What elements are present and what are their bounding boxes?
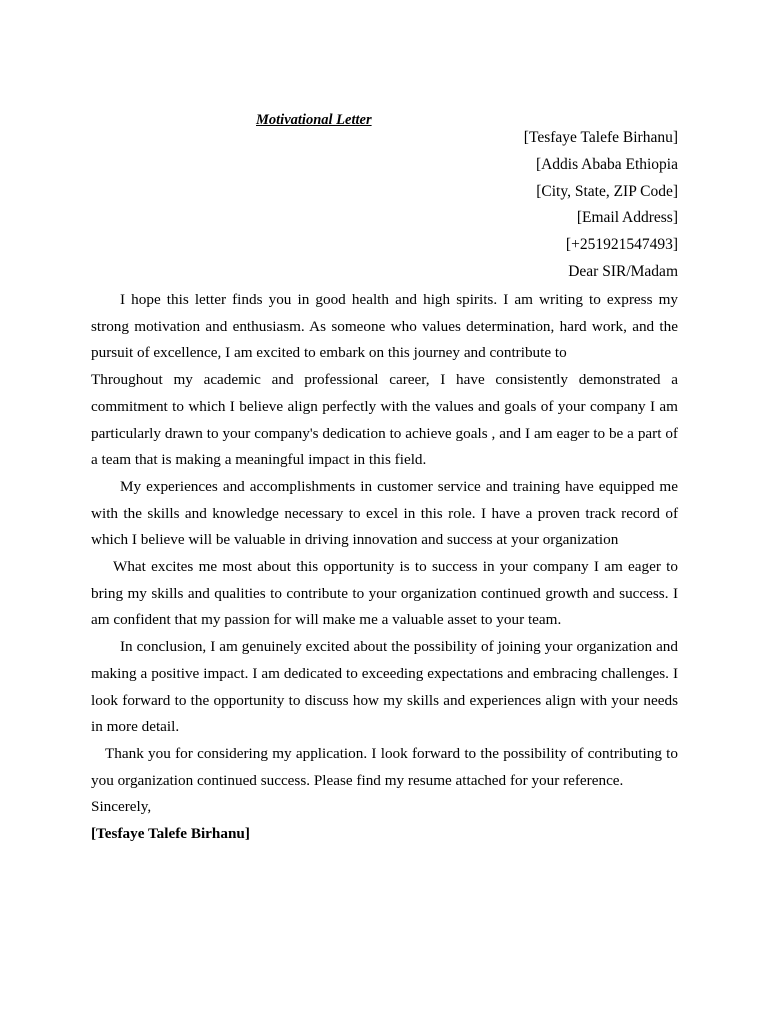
paragraph-experience: My experiences and accomplishments in customer service and training have equipped me with the skills and knowledge necessary to excel in this role. I have a proven track record of which I believe will be valuable in driving innovation and success at your organization xyxy=(91,477,678,549)
sender-city-state-zip: [City, State, ZIP Code] xyxy=(536,182,678,200)
sender-phone: [+251921547493] xyxy=(565,236,678,254)
paragraph-career: Throughout my academic and professional career, I have consistently demonstrated a commitment to which I believe align perfectly with the values and goals of your company I am particularly drawn to your company's dedication to achieve goals , and I am eager to be a part of a team that is making a meaningful impact in this field. xyxy=(91,371,678,469)
signature: [Tesfaye Talefe Birhanu] xyxy=(91,825,250,843)
paragraph-intro: I hope this letter finds you in good health and high spirits. I am writing to express my strong motivation and enthusiasm. As someone who values determination, hard work, and the pursuit of excellence, I am excited to embark on this journey and contribute to xyxy=(91,291,678,362)
paragraph-thanks: Thank you for considering my application. I look forward to the possibility of contributing to you organization continued success. Please find my resume attached for your reference. xyxy=(91,744,678,789)
salutation: Dear SIR/Madam xyxy=(568,262,678,280)
letter-title: Motivational Letter xyxy=(256,112,372,128)
paragraph-conclusion: In conclusion, I am genuinely excited about the possibility of joining your organization and making a positive impact. I am dedicated to exceeding expectations and embracing challenges. I look forward to the opportunity to discuss how my skills and experiences align with your needs in more detail. xyxy=(91,638,678,736)
paragraph-opportunity: What excites me most about this opportunity is to success in your company I am eager to bring my skills and qualities to contribute to your organization continued growth and success. I am confident that my passion for will make me a valuable asset to your team. xyxy=(91,558,678,629)
closing: Sincerely, xyxy=(91,798,152,816)
sender-city-country: [Addis Ababa Ethiopia xyxy=(535,155,678,173)
sender-name: [Tesfaye Talefe Birhanu] xyxy=(523,129,678,146)
sender-email: [Email Address] xyxy=(576,209,678,227)
letter-body xyxy=(91,287,678,848)
sender-address-block xyxy=(524,125,678,286)
